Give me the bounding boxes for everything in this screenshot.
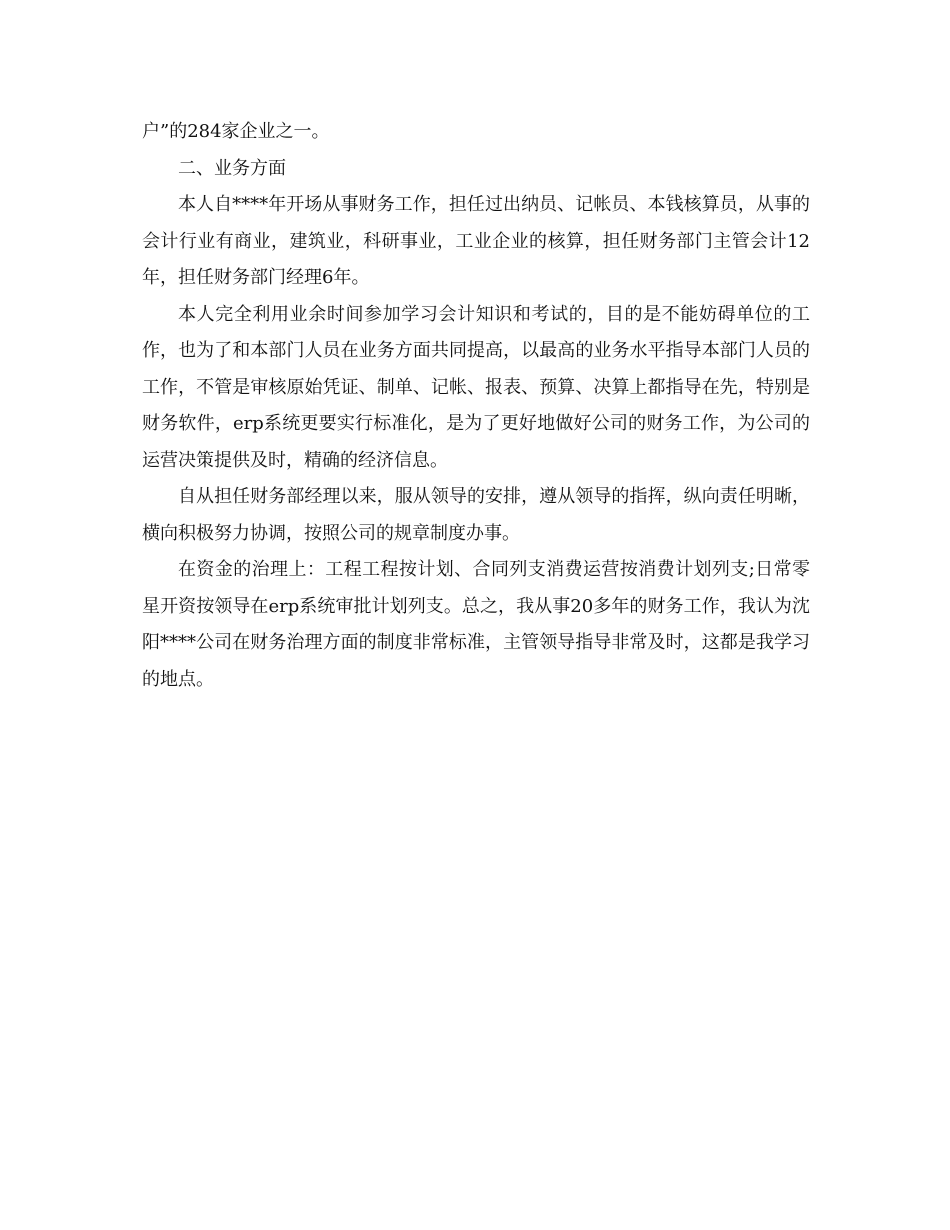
paragraph-funds: 在资金的治理上：工程工程按计划、合同列支消费运营按消费计划列支;日常零星开资按领导在erp系统审批计划列支。总之，我从事20多年的财务工作，我认为沈阳****公司在财务治理方面的制度非常标准，主管领导指导非常及时，这都是我学习的地点。	[142, 559, 810, 690]
section-heading-business: 二、业务方面	[178, 157, 286, 179]
paragraph-work-history: 本人自****年开场从事财务工作，担任过出纳员、记帐员、本钱核算员，从事的会计行业有商业，建筑业，科研事业，工业企业的核算，担任财务部门主管会计12年，担任财务部门经理6年。	[142, 194, 810, 288]
document-body	[142, 114, 810, 698]
paragraph-continuation: 户”的284家企业之一。	[142, 121, 330, 142]
paragraph-management: 自从担任财务部经理以来，服从领导的安排，遵从领导的指挥，纵向责任明晰，横向积极努力协调，按照公司的规章制度办事。	[142, 486, 810, 544]
paragraph-study: 本人完全利用业余时间参加学习会计知识和考试的，目的是不能妨碍单位的工作，也为了和本部门人员在业务方面共同提高，以最高的业务水平指导本部门人员的工作，不管是审核原始凭证、制单、记帐、报表、预算、决算上都指导在先，特别是财务软件，erp系统更要实行标准化，是为了更好地做好公司的财务工作，为公司的运营决策提供及时，精确的经济信息。	[142, 303, 810, 471]
